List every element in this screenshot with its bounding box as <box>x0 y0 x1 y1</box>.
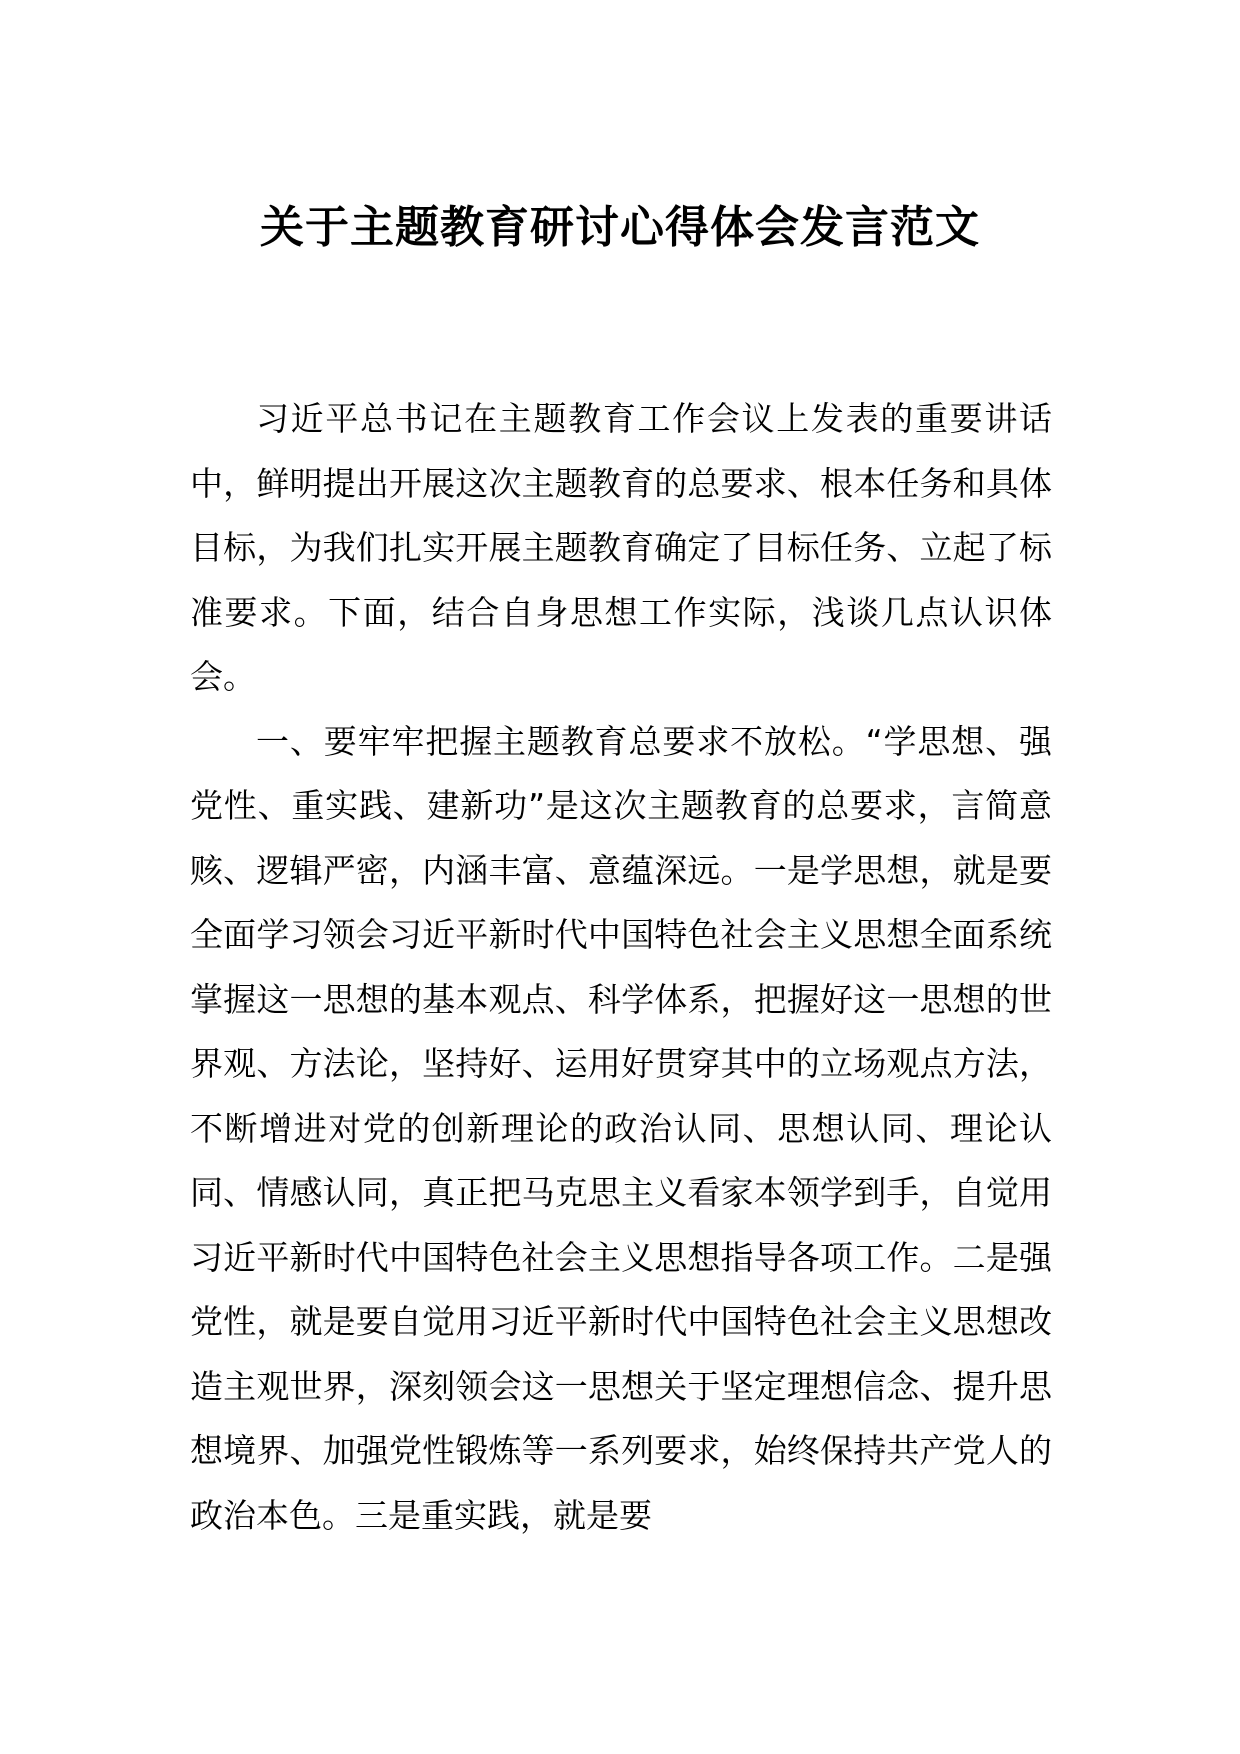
paragraph-section-one: 一、要牢牢把握主题教育总要求不放松。“学思想、强党性、重实践、建新功”是这次主题教育的总要求，言简意赅、逻辑严密，内涵丰富、意蕴深远。一是学思想，就是要全面学习领会习近平新时代中国特色社会主义思想全面系统掌握这一思想的基本观点、科学体系，把握好这一思想的世界观、方法论，坚持好、运用好贯穿其中的立场观点方法，不断增进对党的创新理论的政治认同、思想认同、理论认同、情感认同，真正把马克思主义看家本领学到手，自觉用习近平新时代中国特色社会主义思想指导各项工作。二是强党性，就是要自觉用习近平新时代中国特色社会主义思想改造主观世界，深刻领会这一思想关于坚定理想信念、提升思想境界、加强党性锻炼等一系列要求，始终保持共产党人的政治本色。三是重实践，就是要 <box>190 721 1052 1535</box>
document-title: 关于主题教育研讨心得体会发言范文 <box>260 202 980 253</box>
document-body <box>190 387 1052 1548</box>
paragraph-intro: 习近平总书记在主题教育工作会议上发表的重要讲话中，鲜明提出开展这次主题教育的总要求、根本任务和具体目标，为我们扎实开展主题教育确定了目标任务、立起了标准要求。下面，结合自身思想工作实际，浅谈几点认识体会。 <box>190 399 1052 696</box>
